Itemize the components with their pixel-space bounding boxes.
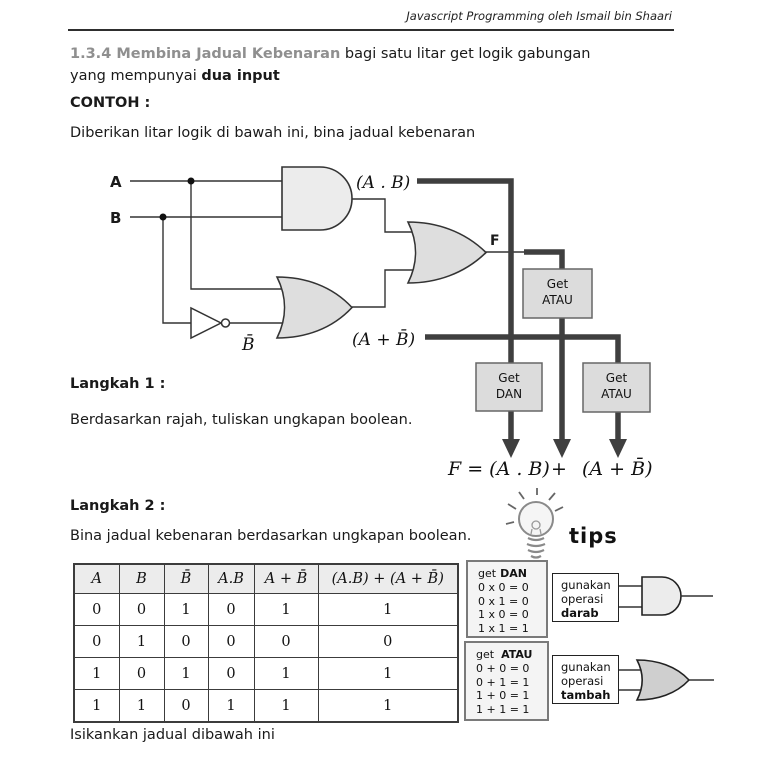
- or-output-label: (A + B̄): [352, 330, 416, 350]
- heading-rest: bagi satu litar get logik gabungan: [340, 46, 591, 62]
- cell: 0: [74, 626, 119, 658]
- col-header: A.B: [208, 564, 254, 594]
- cell: 0: [318, 626, 458, 658]
- contoh-label: CONTOH :: [70, 95, 151, 111]
- get-atau-right-line2: ATAU: [601, 387, 632, 401]
- langkah2-text: Bina jadual kebenaran berdasarkan ungkapan boolean.: [70, 528, 472, 544]
- col-header: A: [74, 564, 119, 594]
- gunakan-line: operasi: [561, 674, 604, 688]
- cell: 0: [119, 658, 164, 690]
- cell: 1: [318, 658, 458, 690]
- cell: 0: [119, 594, 164, 626]
- tip-dan-rule: 1 x 1 = 1: [478, 622, 529, 636]
- formula-plus: +: [551, 458, 567, 480]
- and-output-label: (A . B): [356, 173, 411, 193]
- and-gate: [282, 167, 352, 230]
- output-f-label: F: [490, 233, 500, 249]
- get-atau-top-line1: Get: [546, 277, 569, 291]
- col-header: B̄: [164, 564, 208, 594]
- tip-atau-rule: 0 + 0 = 0: [476, 661, 530, 675]
- tip-dan-prefix: get: [478, 567, 497, 580]
- not-gate: [191, 308, 221, 338]
- cell: 1: [318, 594, 458, 626]
- junction-dot-a: [188, 178, 195, 185]
- cell: 1: [254, 690, 318, 723]
- cell: 0: [74, 594, 119, 626]
- truth-table-header-row: [74, 564, 458, 594]
- gunakan-line: gunakan: [561, 578, 611, 592]
- tip-atau-box: [464, 641, 549, 721]
- tip-dan-rule: 0 x 1 = 0: [478, 594, 529, 608]
- langkah1-text: Berdasarkan rajah, tuliskan ungkapan boolean.: [70, 412, 413, 428]
- input-a-label: A: [110, 173, 122, 191]
- tip-dan-title: [478, 567, 543, 581]
- tip-atau-name: ATAU: [501, 648, 533, 661]
- wire-a-branch: [191, 181, 288, 289]
- get-atau-top-line2: ATAU: [542, 293, 573, 307]
- col-header: A + B̄: [254, 564, 318, 594]
- table-row: [74, 626, 458, 658]
- cell: 1: [208, 690, 254, 723]
- intro-text: Diberikan litar logik di bawah ini, bina jadual kebenaran: [70, 125, 476, 141]
- tip-dan-box: [466, 560, 548, 638]
- notb-label: B̄: [242, 335, 255, 355]
- gunakan-tambah-box: [552, 655, 619, 704]
- tip-dan-rule: 0 x 0 = 0: [478, 580, 529, 594]
- table-row: [74, 658, 458, 690]
- tip-dan-name: DAN: [500, 567, 527, 580]
- or-gate-final: [408, 222, 486, 283]
- tip-atau-rule: 0 + 1 = 1: [476, 675, 530, 689]
- col-header: B: [119, 564, 164, 594]
- tip-dan-rule: 1 x 0 = 0: [478, 608, 529, 622]
- gunakan-line-bold: tambah: [561, 688, 611, 702]
- cell: 1: [164, 658, 208, 690]
- cell: 0: [254, 626, 318, 658]
- lightbulb-icon: [500, 487, 572, 567]
- get-atau-right-line1: Get: [605, 371, 628, 385]
- arrow-down-atau: [609, 439, 627, 458]
- gunakan-line-bold: darab: [561, 606, 599, 620]
- gunakan-darab-box: [552, 573, 619, 622]
- formula-lhs: F = (A . B): [448, 458, 550, 480]
- mini-and-gate-icon: [619, 573, 719, 619]
- col-header: (A.B) + (A + B̄): [318, 564, 458, 594]
- langkah2-title: Langkah 2 :: [70, 498, 166, 514]
- tip-atau-title: [476, 648, 544, 662]
- tip-atau-prefix: get: [476, 648, 495, 661]
- input-b-label: B: [110, 209, 122, 227]
- gunakan-line: operasi: [561, 592, 604, 606]
- cell: 1: [164, 594, 208, 626]
- not-gate-bubble: [222, 319, 230, 327]
- cell: 0: [164, 626, 208, 658]
- cell: 1: [74, 658, 119, 690]
- get-dan-line1: Get: [498, 371, 520, 385]
- cell: 0: [164, 690, 208, 723]
- langkah1-title: Langkah 1 :: [70, 376, 166, 392]
- heading-line2: yang mempunyai: [70, 68, 202, 84]
- footer-text: Isikankan jadual dibawah ini: [70, 727, 275, 743]
- cell: 0: [208, 658, 254, 690]
- cell: 0: [208, 594, 254, 626]
- cell: 0: [208, 626, 254, 658]
- cell: 1: [318, 690, 458, 723]
- arrow-down-dan: [502, 439, 520, 458]
- get-dan-line2: DAN: [495, 387, 523, 401]
- wire-or1-to-or2: [352, 270, 420, 307]
- gunakan-line: gunakan: [561, 660, 611, 674]
- tip-atau-rule: 1 + 1 = 1: [476, 703, 530, 717]
- cell: 1: [119, 690, 164, 723]
- tips-label: tips: [569, 524, 618, 548]
- heading-line2-bold: dua input: [201, 68, 280, 84]
- truth-table: [73, 563, 459, 723]
- tip-atau-rule: 1 + 0 = 1: [476, 689, 530, 703]
- junction-dot-b: [160, 214, 167, 221]
- arrow-down-middle: [553, 439, 571, 458]
- header-title: Javascript Programming oleh Ismail bin Shaari: [406, 9, 672, 23]
- cell: 1: [254, 658, 318, 690]
- table-row: [74, 690, 458, 723]
- mini-or-gate-icon: [619, 650, 719, 706]
- wire-b-branch: [163, 217, 191, 323]
- or-gate-lower: [277, 277, 352, 338]
- formula-rhs: (A + B̄): [582, 458, 653, 480]
- cell: 1: [74, 690, 119, 723]
- table-row: [74, 594, 458, 626]
- cell: 1: [119, 626, 164, 658]
- cell: 1: [254, 594, 318, 626]
- heading-number-title: 1.3.4 Membina Jadual Kebenaran: [70, 46, 341, 62]
